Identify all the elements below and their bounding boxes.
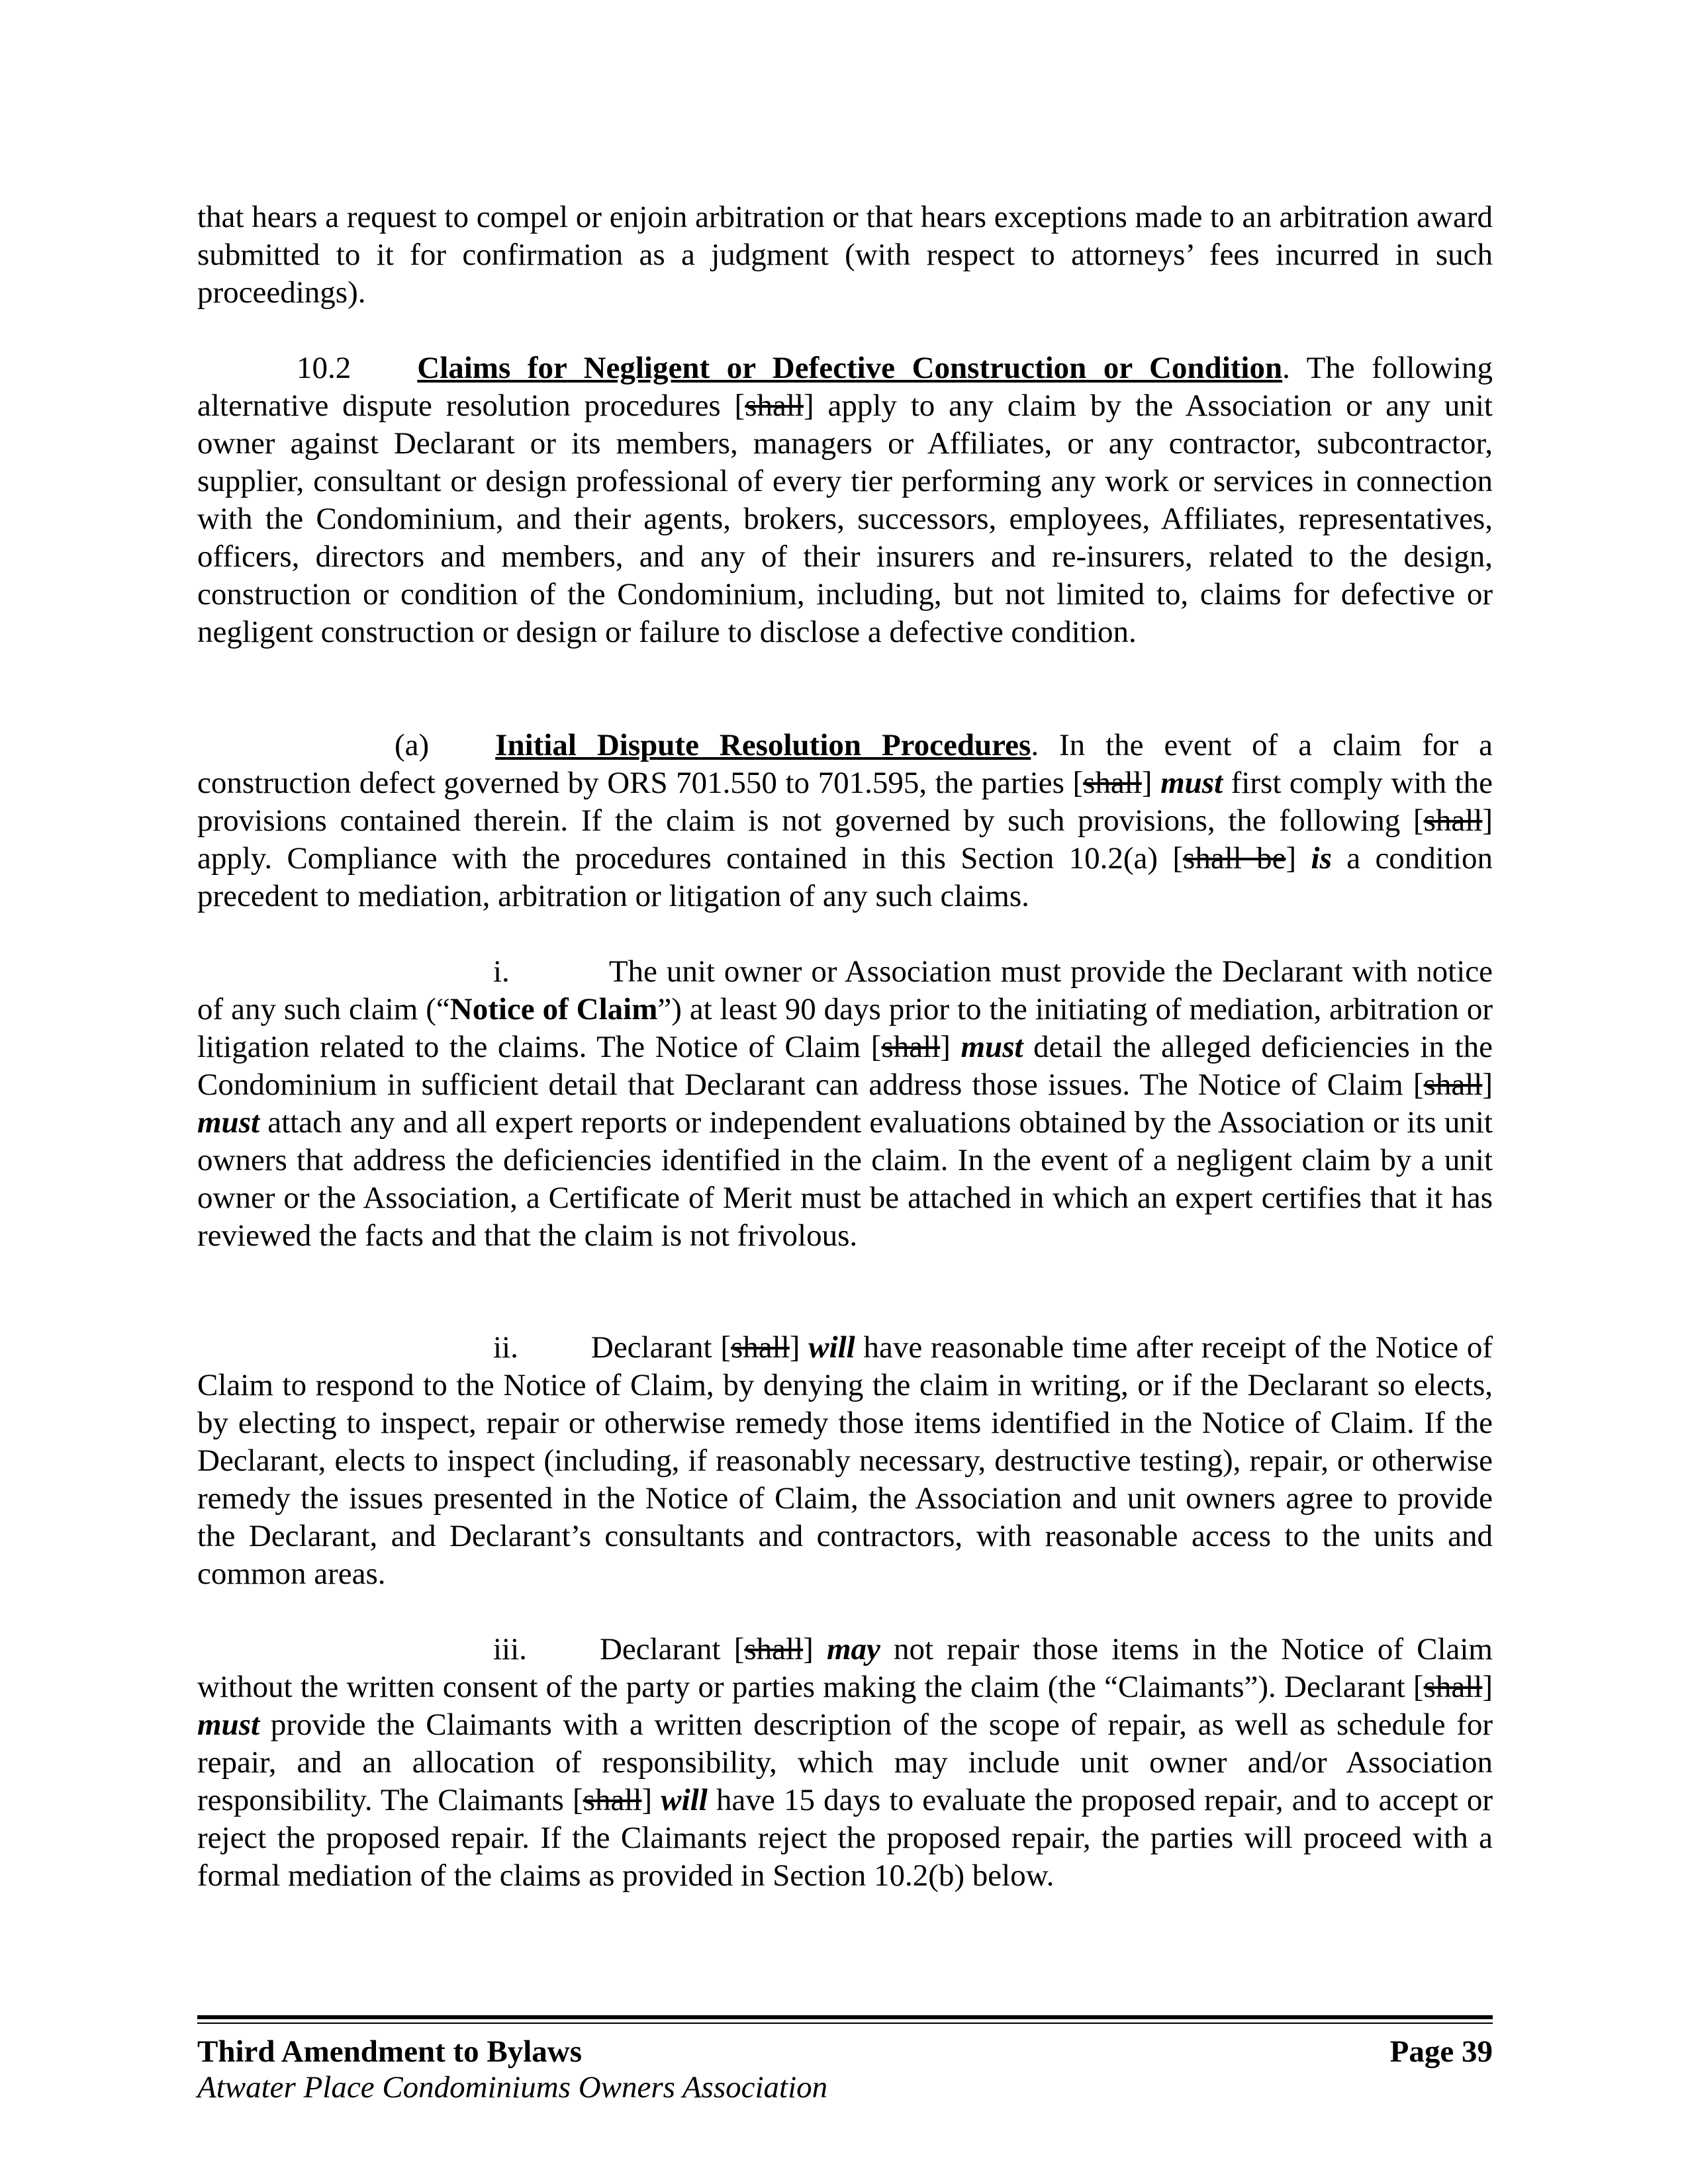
footer-subtitle: Atwater Place Condominiums Owners Association [197,2070,828,2105]
deleted-text: shall [1423,1670,1483,1704]
continuation-paragraph [197,199,1493,312]
deleted-text: shall [1083,766,1142,800]
deleted-text: shall [583,1783,642,1817]
subsection-a-paragraph: (a) Initial Dispute Resolution Procedures. In the event of a claim for a construction defect governed by ORS 701.550 to 701.595, the parties [shall] must first comply with the provisions contained therein. If the claim is not governed by such provisions, the following [shall] apply. Compliance with the procedures contained in this Section 10.2(a) [shall be] is a condition precedent to mediation, arbitration or litigation of any such claims. [197,728,1493,913]
continuation-text: that hears a request to compel or enjoin arbitration or that hears exceptions made to an arbitration award submitted to it for confirmation as a judgment (with respect to attorneys’ fees incurred in such proceedings). [197,200,1493,310]
item-iii-paragraph: iii. Declarant [shall] may not repair those items in the Notice of Claim without the written consent of the party or parties making the claim (the “Claimants”). Declarant [shall] must provide the Claimants with a written description of the scope of repair, as well as schedule for repair, and an allocation of responsibility, which may include unit owner and/or Association responsibility. The Claimants [shall] will have 15 days to evaluate the proposed repair, and to accept or reject the proposed repair. If the Claimants reject the proposed repair, the parties will proceed with a formal mediation of the claims as provided in Section 10.2(b) below. [197,1632,1493,1893]
section-10-2-paragraph: 10.2 Claims for Negligent or Defective Construction or Condition. The following alternative dispute resolution procedures [shall] apply to any claim by the Association or any unit owner against Declarant or its members, managers or Affiliates, or any contractor, subcontractor, supplier, consultant or design professional of every tier performing any work or services in connection with the Condominium, and their agents, brokers, successors, employees, Affiliates, representatives, officers, directors and members, and any of their insurers and re-insurers, related to the design, construction or condition of the Condominium, including, but not limited to, claims for defective or negligent construction or design or failure to disclose a defective condition. [197,351,1493,649]
inserted-text: must [197,1105,260,1140]
notice-of-claim-term: Notice of Claim [449,992,658,1026]
deleted-text: shall [745,388,804,423]
item-ii-paragraph: ii. Declarant [shall] will have reasonable time after receipt of the Notice of Claim to respond to the Notice of Claim, by denying the claim in writing, or if the Declarant so elects, by electing to inspect, repair or otherwise remedy those items identified in the Notice of Claim. If the Declarant, elects to inspect (including, if reasonably necessary, destructive testing), repair, or otherwise remedy the issues presented in the Notice of Claim, the Association and unit owners agree to provide the Declarant, and Declarant’s consultants and contractors, with reasonable access to the units and common areas. [197,1330,1493,1591]
item-ii-number: ii. [493,1330,518,1365]
inserted-text: must [1160,766,1223,800]
section-10-2-number: 10.2 [297,351,352,385]
inserted-text: must [961,1030,1023,1064]
inserted-text: may [826,1632,880,1666]
deleted-text: shall [744,1632,804,1666]
section-10-2-heading: Claims for Negligent or Defective Construction or Condition [417,351,1283,385]
inserted-text: will [808,1330,855,1365]
page-number: Page 39 [1389,2034,1493,2069]
item-i-number: i. [493,954,510,989]
subsection-a-number: (a) [395,728,430,762]
deleted-text: shall [1423,803,1483,838]
inserted-text: will [661,1783,708,1817]
item-i-paragraph: i. The unit owner or Association must provide the Declarant with notice of any such claim (“Notice of Claim”) at least 90 days prior to the initiating of mediation, arbitration or litigation related to the claims. The Notice of Claim [shall] must detail the alleged deficiencies in the Condominium in sufficient detail that Declarant can address those issues. The Notice of Claim [shall] must attach any and all expert reports or independent evaluations obtained by the Association or its unit owners that address the deficiencies identified in the claim. In the event of a negligent claim by a unit owner or the Association, a Certificate of Merit must be attached in which an expert certifies that it has reviewed the facts and that the claim is not frivolous. [197,954,1493,1253]
deleted-text: shall be [1183,841,1286,876]
inserted-text: is [1311,841,1332,876]
deleted-text: shall [730,1330,790,1365]
footer-rule-thin [197,2023,1493,2024]
deleted-text: shall [1423,1068,1483,1102]
footer-title: Third Amendment to Bylaws [197,2034,583,2069]
subsection-a-heading: Initial Dispute Resolution Procedures [495,728,1031,762]
deleted-text: shall [881,1030,941,1064]
item-iii-number: iii. [493,1632,527,1666]
inserted-text: must [197,1707,260,1742]
footer-rule-thick [197,2015,1493,2019]
